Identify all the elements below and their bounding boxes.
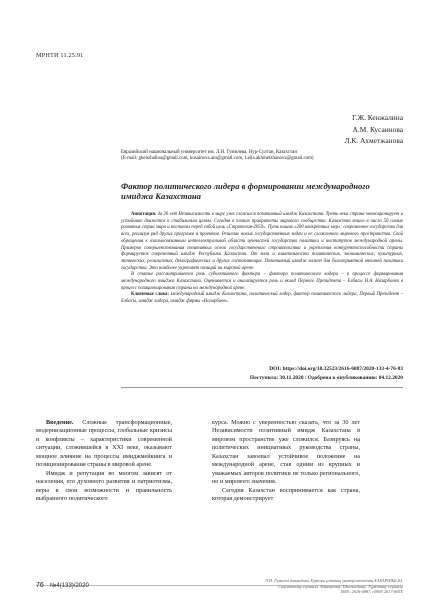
divider: [121, 387, 403, 388]
body-column-left: [36, 419, 172, 504]
journal-meta-line: Л.Н. Гумилев атындағы Еуразия ұлттық университетінің ХАБАРШЫСЫ.: [265, 578, 403, 583]
affiliation: [121, 150, 403, 163]
doi-link[interactable]: DOI: https://doi.org/10.32523/2616-6887/2020-133-4-76-83: [269, 366, 403, 372]
abstract-label: Аннотация.: [131, 212, 157, 217]
intro-label: Введение.: [46, 419, 74, 426]
abstract: [121, 212, 403, 306]
body-text: Сегодня Казахстан воспринимается как страна, которая демонстрирует: [212, 486, 360, 503]
journal-meta: [190, 578, 403, 595]
page-number: 76: [36, 582, 44, 589]
affiliation-emails: (E-mail: gkenzhalina@gmail.com, kusainova.am@gmail.com, Leila.akhmetzhanova@gmail.com): [121, 156, 314, 162]
abstract-text-1: За 30 лет Независимости в мире уже сложился позитивный имидж Казахстана. Треть века страна эволюционирует и устойчиво движется к стабильным целям. Сегодня в планах приоритеты мирового сообщества. Казахстан вошел в число 50 самых развитых стран мира и поставил перед собой цель «Стратегия-2050». Путь наших «200 конкретных мер»: современное государство для всех, реализуя ряд других программ и проектов. Решение новых государственных задач и ее слаженного мирового пространства. Свой обращения к взаимосвязанным интеллектуальной области ценностей государства политики и институтов международной арены. Примеров совершенствования позитивных основ государственного строительства и укрепления конкурентоспособности страны формируется современный имидж Республики Казахстан. От воли и влиятельности политических, экономических, культурных, этнических, религиозных, демографических и других составляющих. Позитивный имидж важен для благоприятной внешней политики государства. Это наиболее укрепляет позиций на мировой арене.: [121, 212, 403, 271]
article-title: Фактор политического лидера в формировании международного имиджа Казахстана: [121, 181, 370, 201]
author-name: Л.К. Ахметжанова: [344, 136, 403, 145]
journal-meta-line: ISSN: 2616-6887, eISSN 2617-605X: [340, 589, 403, 595]
authors-block: [344, 112, 403, 147]
affiliation-university: Евразийский национальный университет им. Л.Н. Гумилева, Нур-Султан, Казахстан: [121, 150, 297, 155]
body-text: Сложные трансформационные, модернизационные процессы, глобальные кризисы и конфликты – характеристики современной ситуации, сложившейся в XXI веке, оказывают мощное влияние на процессы имиджмейкинга и позиционирования страны в мировой арене.: [36, 419, 172, 469]
author-name: Г.Ж. Кенжалина: [352, 113, 403, 122]
journal-issue: №4(133)/2020: [50, 583, 89, 589]
body-text: Имидж и репутация во многом зависят от населения, его духовного развития и патриотизма, веры в свои возможности и правильность выбранного политического: [36, 469, 172, 503]
keywords-text: международный имидж Казахстана, политический лидер, фактор политического лидера, Первый Президент – Елбасы, имидж лидера, имидж фирмы «Назарбаев».: [121, 292, 404, 305]
body-text: курса. Можно с уверенностью сказать, что за 30 лет Независимости позитивный имидж Казахстана в мировом пространстве уже сложился. Базируясь на политических инициативах руководства страны, Казахстан завоевал устойчивое положение на международной арене, став одним из крупных и уважаемых авторов политики не только регионального, но и мирового значения.: [212, 419, 360, 486]
submission-dates: Поступила: 30.11.2020 / Одобрена к опубликованию: 04.12.2020: [249, 375, 403, 381]
author-name: А.М. Кусаинова: [352, 124, 403, 134]
body-column-right: [212, 419, 360, 504]
journal-meta-line: Саясаттану сериясы. Аймақтану. Шығыстану. Түркітану сериясы: [278, 583, 403, 589]
keywords-label: Ключевые слова:: [131, 292, 169, 298]
abstract-text-2: В статье рассматривается роль субъективного фактора – фактора политического лидера – в процессе формирования международного имиджа Казахстана. Оценивается и анализируется роль и вклад Первого Президента – Елбасы Н.А. Назарбаева в процесс позиционирования страны на международной арене.: [121, 272, 403, 291]
mrnti-code: МРНТИ 11.25.91: [36, 52, 84, 59]
